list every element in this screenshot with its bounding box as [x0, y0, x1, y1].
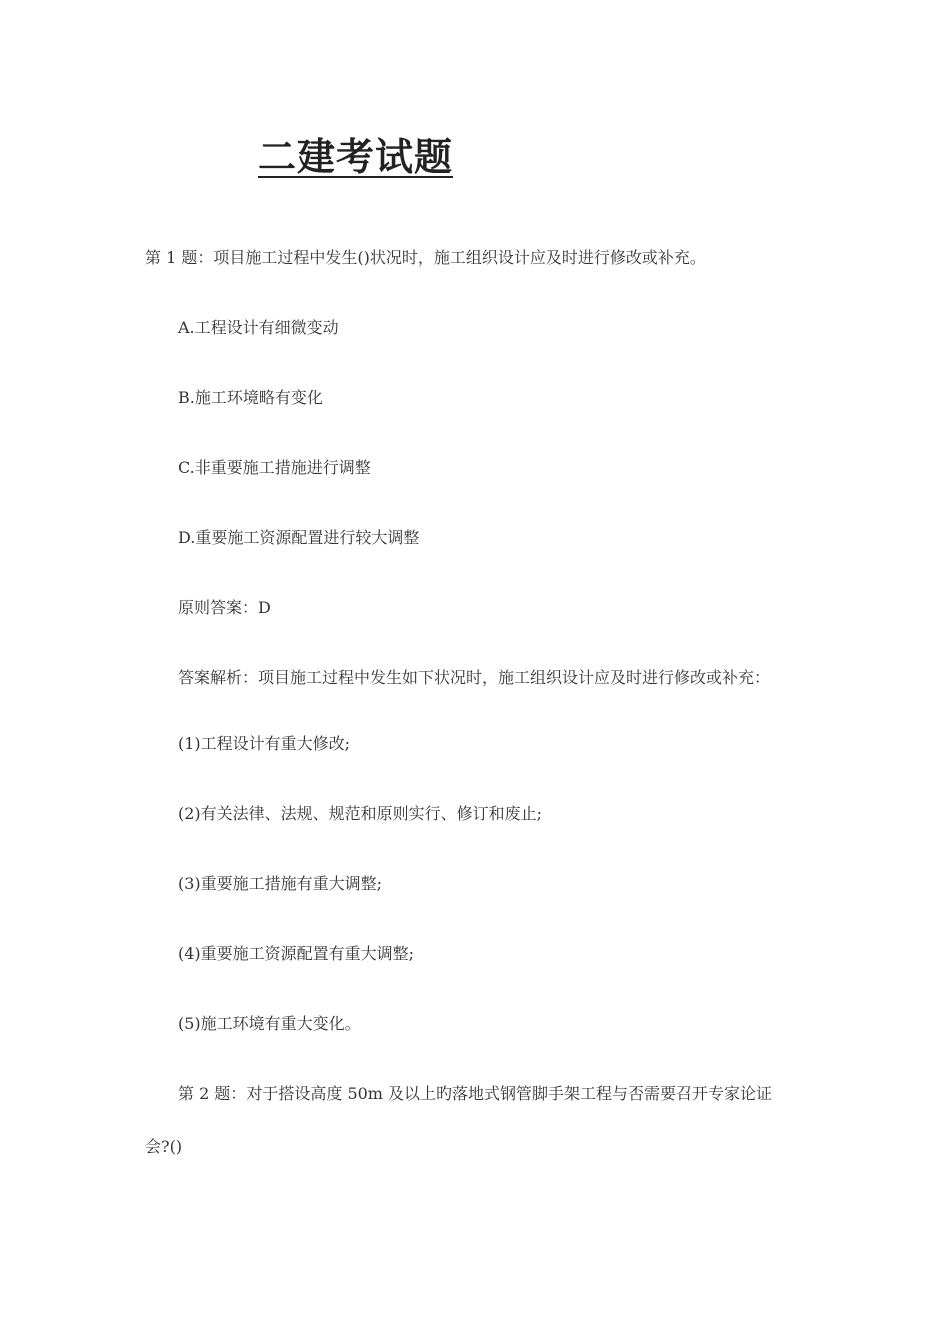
question-1-option-a: A.工程设计有细微变动	[178, 318, 339, 337]
analysis-item-5: (5)施工环境有重大变化。	[178, 1014, 361, 1033]
analysis-item-4: (4)重要施工资源配置有重大调整;	[178, 944, 415, 963]
question-1-analysis-intro: 答案解析：项目施工过程中发生如下状况时，施工组织设计应及时进行修改或补充：	[178, 668, 771, 687]
analysis-item-3: (3)重要施工措施有重大调整;	[178, 874, 383, 893]
analysis-item-1: (1)工程设计有重大修改;	[178, 734, 351, 753]
question-1-answer: 原则答案：D	[178, 598, 271, 617]
question-1-stem: 第 1 题：项目施工过程中发生()状况时，施工组织设计应及时进行修改或补充。	[145, 248, 706, 267]
question-1-option-c: C.非重要施工措施进行调整	[178, 458, 371, 477]
question-2-stem-line-1: 第 2 题：对于搭设高度 50m 及以上旳落地式钢管脚手架工程与否需要召开专家论证	[178, 1084, 773, 1103]
page-title: 二建考试题	[258, 134, 454, 179]
analysis-item-2: (2)有关法律、法规、规范和原则实行、修订和废止;	[178, 804, 543, 823]
question-1-option-d: D.重要施工资源配置进行较大调整	[178, 528, 420, 547]
question-2-stem-line-2: 会?()	[145, 1137, 183, 1156]
question-1-option-b: B.施工环境略有变化	[178, 388, 323, 407]
